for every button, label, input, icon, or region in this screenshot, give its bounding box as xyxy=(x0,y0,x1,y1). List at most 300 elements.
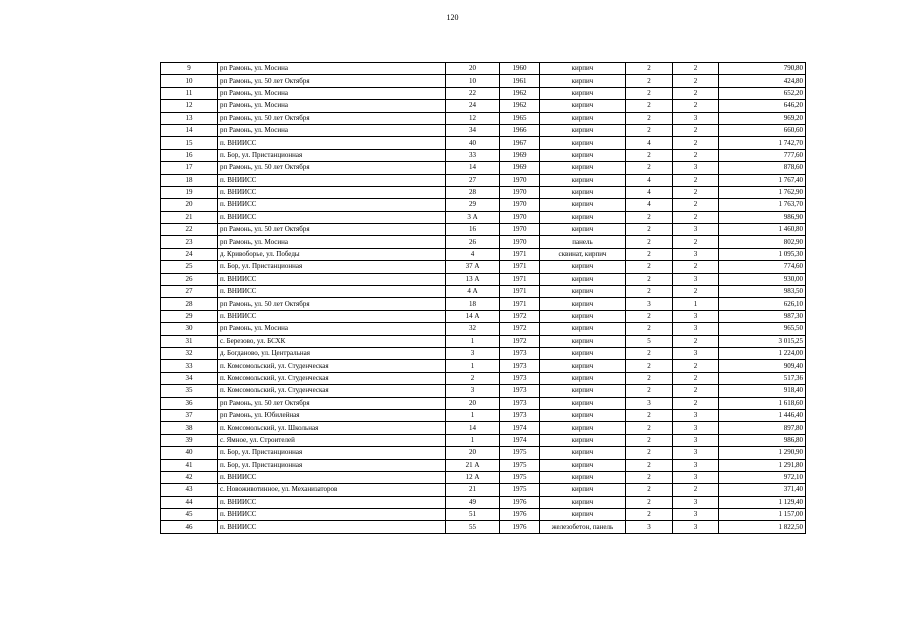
house-number-cell: 22 xyxy=(446,87,500,99)
address-cell: рп Рамонь, ул. Юбилейная xyxy=(218,409,446,421)
floors-cell: 2 xyxy=(626,360,673,372)
wall-material-cell: кирпич xyxy=(540,459,626,471)
address-cell: п. ВНИИСС xyxy=(218,286,446,298)
entrances-cell: 3 xyxy=(673,248,719,260)
floors-cell: 4 xyxy=(626,199,673,211)
area-cell: 1 767,40 xyxy=(719,174,806,186)
table-row xyxy=(161,174,806,186)
wall-material-cell: железобетон, панель xyxy=(540,521,626,533)
entrances-cell: 2 xyxy=(673,286,719,298)
area-cell: 3 015,25 xyxy=(719,335,806,347)
wall-material-cell: кирпич xyxy=(540,112,626,124)
row-number-cell: 14 xyxy=(161,124,218,136)
address-cell: п. ВНИИСС xyxy=(218,273,446,285)
wall-material-cell: кирпич xyxy=(540,509,626,521)
house-number-cell: 28 xyxy=(446,186,500,198)
area-cell: 517,36 xyxy=(719,372,806,384)
wall-material-cell: кирпич xyxy=(540,261,626,273)
build-year-cell: 1976 xyxy=(500,509,540,521)
address-cell: рп Рамонь, ул. Мосина xyxy=(218,236,446,248)
address-cell: п. ВНИИСС xyxy=(218,521,446,533)
area-cell: 1 822,50 xyxy=(719,521,806,533)
area-cell: 660,60 xyxy=(719,124,806,136)
wall-material-cell: кирпич xyxy=(540,347,626,359)
table-row xyxy=(161,199,806,211)
area-cell: 1 291,80 xyxy=(719,459,806,471)
floors-cell: 2 xyxy=(626,459,673,471)
row-number-cell: 27 xyxy=(161,286,218,298)
wall-material-cell: кирпич xyxy=(540,224,626,236)
row-number-cell: 28 xyxy=(161,298,218,310)
address-cell: п. Бор, ул. Пристанционная xyxy=(218,261,446,273)
floors-cell: 2 xyxy=(626,422,673,434)
build-year-cell: 1973 xyxy=(500,372,540,384)
house-number-cell: 4 А xyxy=(446,286,500,298)
area-cell: 1 460,80 xyxy=(719,224,806,236)
area-cell: 909,40 xyxy=(719,360,806,372)
build-year-cell: 1975 xyxy=(500,447,540,459)
table-row xyxy=(161,63,806,75)
row-number-cell: 43 xyxy=(161,484,218,496)
area-cell: 774,60 xyxy=(719,261,806,273)
house-number-cell: 3 xyxy=(446,385,500,397)
floors-cell: 2 xyxy=(626,484,673,496)
wall-material-cell: сквинат, кирпич xyxy=(540,248,626,260)
address-cell: рп Рамонь, ул. Мосина xyxy=(218,63,446,75)
table-row xyxy=(161,273,806,285)
row-number-cell: 29 xyxy=(161,310,218,322)
entrances-cell: 2 xyxy=(673,186,719,198)
wall-material-cell: кирпич xyxy=(540,385,626,397)
house-number-cell: 18 xyxy=(446,298,500,310)
build-year-cell: 1962 xyxy=(500,87,540,99)
house-number-cell: 1 xyxy=(446,409,500,421)
floors-cell: 3 xyxy=(626,397,673,409)
table-row xyxy=(161,100,806,112)
entrances-cell: 3 xyxy=(673,496,719,508)
house-number-cell: 3 А xyxy=(446,211,500,223)
entrances-cell: 2 xyxy=(673,360,719,372)
build-year-cell: 1972 xyxy=(500,310,540,322)
entrances-cell: 2 xyxy=(673,137,719,149)
address-cell: рп Рамонь, ул. Мосина xyxy=(218,323,446,335)
address-cell: п. ВНИИСС xyxy=(218,310,446,322)
area-cell: 790,80 xyxy=(719,63,806,75)
build-year-cell: 1960 xyxy=(500,63,540,75)
table-row xyxy=(161,422,806,434)
address-cell: п. ВНИИСС xyxy=(218,496,446,508)
floors-cell: 4 xyxy=(626,186,673,198)
row-number-cell: 15 xyxy=(161,137,218,149)
house-number-cell: 1 xyxy=(446,434,500,446)
row-number-cell: 26 xyxy=(161,273,218,285)
wall-material-cell: кирпич xyxy=(540,186,626,198)
table-row xyxy=(161,310,806,322)
entrances-cell: 2 xyxy=(673,100,719,112)
floors-cell: 2 xyxy=(626,112,673,124)
address-cell: п. Бор, ул. Пристанционная xyxy=(218,149,446,161)
wall-material-cell: кирпич xyxy=(540,360,626,372)
area-cell: 652,20 xyxy=(719,87,806,99)
entrances-cell: 3 xyxy=(673,112,719,124)
floors-cell: 2 xyxy=(626,224,673,236)
address-cell: рп Рамонь, ул. Мосина xyxy=(218,124,446,136)
entrances-cell: 2 xyxy=(673,236,719,248)
entrances-cell: 3 xyxy=(673,162,719,174)
build-year-cell: 1970 xyxy=(500,174,540,186)
row-number-cell: 20 xyxy=(161,199,218,211)
address-cell: п. ВНИИСС xyxy=(218,471,446,483)
floors-cell: 2 xyxy=(626,273,673,285)
house-number-cell: 24 xyxy=(446,100,500,112)
table-row xyxy=(161,447,806,459)
area-cell: 1 157,00 xyxy=(719,509,806,521)
wall-material-cell: кирпич xyxy=(540,335,626,347)
area-cell: 897,80 xyxy=(719,422,806,434)
area-cell: 930,00 xyxy=(719,273,806,285)
build-year-cell: 1976 xyxy=(500,521,540,533)
build-year-cell: 1962 xyxy=(500,100,540,112)
address-cell: п. Комсомольский, ул. Школьная xyxy=(218,422,446,434)
entrances-cell: 3 xyxy=(673,447,719,459)
row-number-cell: 41 xyxy=(161,459,218,471)
address-cell: с. Новоживотинное, ул. Механизаторов xyxy=(218,484,446,496)
table-body xyxy=(161,63,806,534)
row-number-cell: 17 xyxy=(161,162,218,174)
entrances-cell: 2 xyxy=(673,199,719,211)
address-cell: п. Бор, ул. Пристанционная xyxy=(218,459,446,471)
floors-cell: 2 xyxy=(626,149,673,161)
table-row xyxy=(161,496,806,508)
house-number-cell: 12 А xyxy=(446,471,500,483)
floors-cell: 2 xyxy=(626,100,673,112)
build-year-cell: 1971 xyxy=(500,261,540,273)
entrances-cell: 2 xyxy=(673,174,719,186)
floors-cell: 2 xyxy=(626,471,673,483)
floors-cell: 2 xyxy=(626,447,673,459)
row-number-cell: 40 xyxy=(161,447,218,459)
address-cell: рп Рамонь, ул. 50 лет Октября xyxy=(218,224,446,236)
floors-cell: 2 xyxy=(626,75,673,87)
area-cell: 1 762,90 xyxy=(719,186,806,198)
row-number-cell: 19 xyxy=(161,186,218,198)
area-cell: 802,90 xyxy=(719,236,806,248)
house-number-cell: 34 xyxy=(446,124,500,136)
area-cell: 626,10 xyxy=(719,298,806,310)
house-number-cell: 33 xyxy=(446,149,500,161)
wall-material-cell: кирпич xyxy=(540,211,626,223)
house-number-cell: 20 xyxy=(446,447,500,459)
entrances-cell: 3 xyxy=(673,273,719,285)
area-cell: 972,10 xyxy=(719,471,806,483)
area-cell: 878,60 xyxy=(719,162,806,174)
wall-material-cell: кирпич xyxy=(540,137,626,149)
row-number-cell: 22 xyxy=(161,224,218,236)
area-cell: 918,40 xyxy=(719,385,806,397)
build-year-cell: 1966 xyxy=(500,124,540,136)
build-year-cell: 1970 xyxy=(500,186,540,198)
wall-material-cell: кирпич xyxy=(540,397,626,409)
build-year-cell: 1969 xyxy=(500,149,540,161)
area-cell: 1 129,40 xyxy=(719,496,806,508)
table-row xyxy=(161,298,806,310)
address-cell: п. ВНИИСС xyxy=(218,174,446,186)
entrances-cell: 3 xyxy=(673,347,719,359)
table-row xyxy=(161,459,806,471)
address-cell: рп Рамонь, ул. Мосина xyxy=(218,87,446,99)
wall-material-cell: кирпич xyxy=(540,496,626,508)
entrances-cell: 2 xyxy=(673,87,719,99)
wall-material-cell: кирпич xyxy=(540,124,626,136)
wall-material-cell: кирпич xyxy=(540,434,626,446)
table-row xyxy=(161,186,806,198)
table-row xyxy=(161,149,806,161)
table-row xyxy=(161,137,806,149)
floors-cell: 2 xyxy=(626,124,673,136)
table-row xyxy=(161,434,806,446)
house-number-cell: 21 А xyxy=(446,459,500,471)
row-number-cell: 42 xyxy=(161,471,218,483)
area-cell: 1 095,30 xyxy=(719,248,806,260)
entrances-cell: 3 xyxy=(673,471,719,483)
address-cell: п. ВНИИСС xyxy=(218,137,446,149)
row-number-cell: 34 xyxy=(161,372,218,384)
table-row xyxy=(161,509,806,521)
area-cell: 983,50 xyxy=(719,286,806,298)
house-number-cell: 3 xyxy=(446,347,500,359)
entrances-cell: 3 xyxy=(673,521,719,533)
build-year-cell: 1975 xyxy=(500,459,540,471)
address-cell: с. Ямное, ул. Строителей xyxy=(218,434,446,446)
floors-cell: 2 xyxy=(626,496,673,508)
area-cell: 646,20 xyxy=(719,100,806,112)
table-row xyxy=(161,484,806,496)
build-year-cell: 1976 xyxy=(500,496,540,508)
row-number-cell: 24 xyxy=(161,248,218,260)
address-cell: п. ВНИИСС xyxy=(218,199,446,211)
wall-material-cell: кирпич xyxy=(540,298,626,310)
address-cell: п. Бор, ул. Пристанционная xyxy=(218,447,446,459)
row-number-cell: 16 xyxy=(161,149,218,161)
entrances-cell: 3 xyxy=(673,434,719,446)
house-number-cell: 2 xyxy=(446,372,500,384)
table-row xyxy=(161,360,806,372)
floors-cell: 2 xyxy=(626,248,673,260)
entrances-cell: 2 xyxy=(673,385,719,397)
entrances-cell: 3 xyxy=(673,409,719,421)
entrances-cell: 3 xyxy=(673,509,719,521)
row-number-cell: 46 xyxy=(161,521,218,533)
build-year-cell: 1975 xyxy=(500,471,540,483)
address-cell: рп Рамонь, ул. Мосина xyxy=(218,100,446,112)
wall-material-cell: панель xyxy=(540,236,626,248)
row-number-cell: 36 xyxy=(161,397,218,409)
build-year-cell: 1973 xyxy=(500,385,540,397)
build-year-cell: 1974 xyxy=(500,434,540,446)
wall-material-cell: кирпич xyxy=(540,273,626,285)
house-number-cell: 55 xyxy=(446,521,500,533)
address-cell: рп Рамонь, ул. 50 лет Октября xyxy=(218,397,446,409)
row-number-cell: 31 xyxy=(161,335,218,347)
area-cell: 965,50 xyxy=(719,323,806,335)
floors-cell: 2 xyxy=(626,434,673,446)
build-year-cell: 1969 xyxy=(500,162,540,174)
address-cell: д. Богданово, ул. Центральная xyxy=(218,347,446,359)
entrances-cell: 3 xyxy=(673,459,719,471)
house-number-cell: 27 xyxy=(446,174,500,186)
table-row xyxy=(161,261,806,273)
table-row xyxy=(161,372,806,384)
wall-material-cell: кирпич xyxy=(540,323,626,335)
house-number-cell: 21 xyxy=(446,484,500,496)
floors-cell: 2 xyxy=(626,236,673,248)
house-number-cell: 32 xyxy=(446,323,500,335)
area-cell: 986,90 xyxy=(719,211,806,223)
floors-cell: 2 xyxy=(626,87,673,99)
wall-material-cell: кирпич xyxy=(540,87,626,99)
build-year-cell: 1973 xyxy=(500,409,540,421)
entrances-cell: 2 xyxy=(673,63,719,75)
address-cell: п. ВНИИСС xyxy=(218,211,446,223)
address-cell: п. Комсомольский, ул. Студенческая xyxy=(218,360,446,372)
house-number-cell: 14 А xyxy=(446,310,500,322)
address-cell: рп Рамонь, ул. 50 лет Октября xyxy=(218,112,446,124)
build-year-cell: 1971 xyxy=(500,298,540,310)
area-cell: 986,80 xyxy=(719,434,806,446)
table-row xyxy=(161,397,806,409)
house-number-cell: 20 xyxy=(446,397,500,409)
build-year-cell: 1972 xyxy=(500,335,540,347)
build-year-cell: 1970 xyxy=(500,199,540,211)
entrances-cell: 3 xyxy=(673,310,719,322)
wall-material-cell: кирпич xyxy=(540,471,626,483)
housing-registry-table xyxy=(160,62,806,534)
entrances-cell: 2 xyxy=(673,372,719,384)
house-number-cell: 14 xyxy=(446,422,500,434)
floors-cell: 2 xyxy=(626,211,673,223)
house-number-cell: 4 xyxy=(446,248,500,260)
floors-cell: 2 xyxy=(626,509,673,521)
row-number-cell: 23 xyxy=(161,236,218,248)
table-row xyxy=(161,335,806,347)
address-cell: рп Рамонь, ул. 50 лет Октября xyxy=(218,298,446,310)
table-row xyxy=(161,286,806,298)
wall-material-cell: кирпич xyxy=(540,75,626,87)
entrances-cell: 2 xyxy=(673,149,719,161)
entrances-cell: 2 xyxy=(673,261,719,273)
house-number-cell: 20 xyxy=(446,63,500,75)
table-row xyxy=(161,236,806,248)
build-year-cell: 1971 xyxy=(500,286,540,298)
row-number-cell: 44 xyxy=(161,496,218,508)
entrances-cell: 2 xyxy=(673,335,719,347)
area-cell: 1 446,40 xyxy=(719,409,806,421)
address-cell: п. ВНИИСС xyxy=(218,186,446,198)
wall-material-cell: кирпич xyxy=(540,162,626,174)
address-cell: п. Комсомольский, ул. Студенческая xyxy=(218,372,446,384)
row-number-cell: 25 xyxy=(161,261,218,273)
floors-cell: 2 xyxy=(626,323,673,335)
entrances-cell: 3 xyxy=(673,422,719,434)
build-year-cell: 1973 xyxy=(500,347,540,359)
row-number-cell: 45 xyxy=(161,509,218,521)
floors-cell: 2 xyxy=(626,347,673,359)
house-number-cell: 40 xyxy=(446,137,500,149)
build-year-cell: 1970 xyxy=(500,211,540,223)
entrances-cell: 1 xyxy=(673,298,719,310)
table-row xyxy=(161,211,806,223)
area-cell: 1 742,70 xyxy=(719,137,806,149)
entrances-cell: 2 xyxy=(673,211,719,223)
table-row xyxy=(161,248,806,260)
floors-cell: 3 xyxy=(626,521,673,533)
build-year-cell: 1974 xyxy=(500,422,540,434)
floors-cell: 2 xyxy=(626,162,673,174)
table-row xyxy=(161,224,806,236)
floors-cell: 3 xyxy=(626,298,673,310)
house-number-cell: 12 xyxy=(446,112,500,124)
house-number-cell: 26 xyxy=(446,236,500,248)
house-number-cell: 1 xyxy=(446,335,500,347)
area-cell: 1 763,70 xyxy=(719,199,806,211)
house-number-cell: 49 xyxy=(446,496,500,508)
house-number-cell: 1 xyxy=(446,360,500,372)
build-year-cell: 1965 xyxy=(500,112,540,124)
entrances-cell: 2 xyxy=(673,124,719,136)
house-number-cell: 16 xyxy=(446,224,500,236)
table-row xyxy=(161,124,806,136)
table-row xyxy=(161,112,806,124)
wall-material-cell: кирпич xyxy=(540,174,626,186)
floors-cell: 4 xyxy=(626,174,673,186)
table-row xyxy=(161,87,806,99)
row-number-cell: 38 xyxy=(161,422,218,434)
floors-cell: 2 xyxy=(626,310,673,322)
area-cell: 1 224,00 xyxy=(719,347,806,359)
row-number-cell: 30 xyxy=(161,323,218,335)
page-number: 120 xyxy=(446,13,459,22)
floors-cell: 2 xyxy=(626,409,673,421)
wall-material-cell: кирпич xyxy=(540,310,626,322)
table-row xyxy=(161,409,806,421)
entrances-cell: 3 xyxy=(673,224,719,236)
house-number-cell: 51 xyxy=(446,509,500,521)
address-cell: п. ВНИИСС xyxy=(218,509,446,521)
table-row xyxy=(161,162,806,174)
area-cell: 1 618,60 xyxy=(719,397,806,409)
floors-cell: 2 xyxy=(626,372,673,384)
build-year-cell: 1972 xyxy=(500,323,540,335)
wall-material-cell: кирпич xyxy=(540,372,626,384)
wall-material-cell: кирпич xyxy=(540,100,626,112)
build-year-cell: 1961 xyxy=(500,75,540,87)
build-year-cell: 1967 xyxy=(500,137,540,149)
build-year-cell: 1973 xyxy=(500,360,540,372)
address-cell: с. Березово, ул. БСХК xyxy=(218,335,446,347)
row-number-cell: 11 xyxy=(161,87,218,99)
area-cell: 371,40 xyxy=(719,484,806,496)
build-year-cell: 1971 xyxy=(500,248,540,260)
table-row xyxy=(161,323,806,335)
row-number-cell: 12 xyxy=(161,100,218,112)
floors-cell: 2 xyxy=(626,261,673,273)
area-cell: 969,20 xyxy=(719,112,806,124)
floors-cell: 5 xyxy=(626,335,673,347)
build-year-cell: 1975 xyxy=(500,484,540,496)
row-number-cell: 32 xyxy=(161,347,218,359)
row-number-cell: 39 xyxy=(161,434,218,446)
area-cell: 777,60 xyxy=(719,149,806,161)
